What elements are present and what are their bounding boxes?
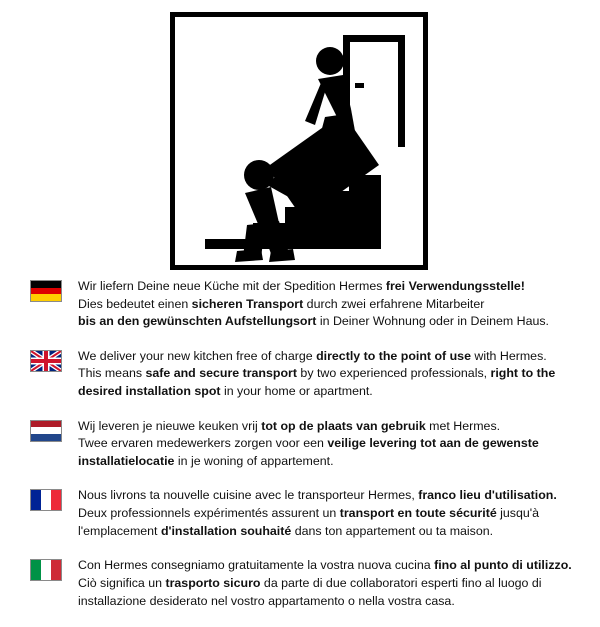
body-text: This means xyxy=(78,366,146,381)
emphasis-text: transport en toute sécurité xyxy=(339,506,497,521)
language-row-en xyxy=(30,348,578,401)
emphasis-text: veilige levering tot aan de gewenste xyxy=(327,436,539,451)
language-row-it xyxy=(30,557,578,610)
dutch-flag xyxy=(30,420,62,442)
language-row-fr xyxy=(30,487,578,540)
emphasis-text: bis an den gewünschten Aufstellungsort xyxy=(78,314,317,329)
italian-flag xyxy=(30,559,62,581)
body-text: Con Hermes consegniamo gratuitamente la vostra nuova cucina xyxy=(78,558,435,573)
language-text-fr xyxy=(78,487,578,540)
language-text-it xyxy=(78,557,578,610)
body-text: Nous livrons ta nouvelle cuisine avec le transporteur Hermes, xyxy=(78,488,419,503)
language-list xyxy=(0,278,600,627)
language-line xyxy=(78,593,578,611)
emphasis-text: d'installation souhaité xyxy=(160,523,292,538)
body-text: Deux professionnels expérimentés assurent un xyxy=(78,506,340,521)
body-text: jusqu'à xyxy=(496,506,540,521)
body-text: Twee ervaren medewerkers zorgen voor een xyxy=(78,436,328,451)
emphasis-text: desired installation spot xyxy=(78,384,221,399)
language-row-de xyxy=(30,278,578,331)
emphasis-text: directly to the point of use xyxy=(316,348,471,363)
body-text: Dies bedeutet einen xyxy=(78,296,192,311)
language-line xyxy=(78,575,578,593)
language-line xyxy=(78,505,578,523)
language-text-de xyxy=(78,278,578,331)
body-text: in je woning of appartement. xyxy=(174,453,334,468)
body-text: l'emplacement xyxy=(78,523,161,538)
body-text: met Hermes. xyxy=(425,418,501,433)
emphasis-text: installatielocatie xyxy=(78,453,175,468)
language-line xyxy=(78,557,578,575)
language-line xyxy=(78,296,578,314)
body-text: da parte di due collaboratori esperti fino al luogo di xyxy=(260,575,542,590)
french-flag xyxy=(30,489,62,511)
german-flag xyxy=(30,280,62,302)
language-line xyxy=(78,453,578,471)
language-line xyxy=(78,313,578,331)
body-text: dans ton appartement ou ta maison. xyxy=(291,523,494,538)
language-line xyxy=(78,418,578,436)
body-text: Ciò significa un xyxy=(78,575,166,590)
language-line xyxy=(78,487,578,505)
language-line xyxy=(78,348,578,366)
movers-illustration xyxy=(170,12,428,270)
body-text: with Hermes. xyxy=(470,348,547,363)
emphasis-text: trasporto sicuro xyxy=(165,575,261,590)
body-text: by two experienced professionals, xyxy=(296,366,491,381)
body-text: Wij leveren je nieuwe keuken vrij xyxy=(78,418,262,433)
language-text-en xyxy=(78,348,578,401)
emphasis-text: tot op de plaats van gebruik xyxy=(261,418,426,433)
emphasis-text: frei Verwendungsstelle! xyxy=(385,279,525,293)
language-line xyxy=(78,383,578,401)
emphasis-text: safe and secure transport xyxy=(145,366,297,381)
body-text: installazione desiderato nel vostro appartamento o nella vostra casa. xyxy=(78,593,455,608)
emphasis-text: sicheren Transport xyxy=(191,296,304,311)
language-text-nl xyxy=(78,418,578,471)
body-text: in your home or apartment. xyxy=(220,384,373,399)
language-line xyxy=(78,365,578,383)
body-text: We deliver your new kitchen free of charge xyxy=(78,348,317,363)
body-text: durch zwei erfahrene Mitarbeiter xyxy=(303,296,485,311)
body-text: Wir liefern Deine neue Küche mit der Spedition Hermes xyxy=(78,279,386,293)
emphasis-text: fino al punto di utilizzo. xyxy=(434,558,572,573)
language-line xyxy=(78,435,578,453)
emphasis-text: right to the xyxy=(490,366,556,381)
language-row-nl xyxy=(30,418,578,471)
language-line xyxy=(78,523,578,541)
body-text: in Deiner Wohnung oder in Deinem Haus. xyxy=(316,314,550,329)
union-jack-flag xyxy=(30,350,62,372)
language-line xyxy=(78,278,578,296)
emphasis-text: franco lieu d'utilisation. xyxy=(418,488,557,503)
